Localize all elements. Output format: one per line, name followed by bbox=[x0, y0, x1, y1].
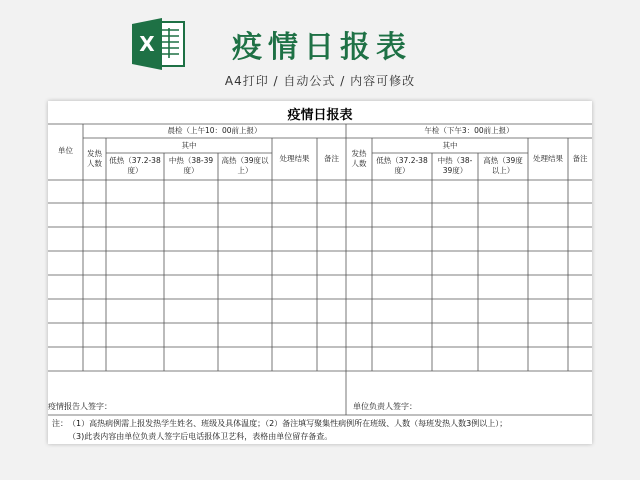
morning-among: 其中 bbox=[181, 141, 197, 150]
note-line-2: （3)此表内容由单位负责人签字后电话报体卫艺科，表格由单位留存备查。 bbox=[68, 432, 333, 441]
noon-header: 午检（下午3：00前上报） bbox=[424, 126, 514, 135]
noon-remark: 备注 bbox=[572, 154, 588, 163]
note-label: 注： bbox=[52, 419, 68, 428]
noon-fever-count: 发热人数 bbox=[351, 149, 367, 168]
noon-among: 其中 bbox=[442, 141, 458, 150]
noon-mid-fever: 中热（38-39度） bbox=[437, 156, 473, 175]
page-subtitle: A4打印 / 自动公式 / 内容可修改 bbox=[224, 74, 416, 88]
reporter-signature-label: 疫情报告人签字： bbox=[48, 402, 112, 411]
morning-result: 处理结果 bbox=[279, 154, 310, 163]
table-grid bbox=[48, 101, 592, 444]
morning-remark: 备注 bbox=[324, 154, 339, 163]
note-line-1: （1）高热病例需上报发热学生姓名、班级及具体温度；（2）备注填写聚集性病例所在班级、人数（每班发热人数3例以上）； bbox=[68, 419, 508, 428]
noon-result: 处理结果 bbox=[533, 154, 563, 163]
morning-mid-fever: 中热（38-39度） bbox=[168, 156, 214, 175]
spreadsheet-sheet bbox=[48, 101, 592, 444]
logo-letter: X bbox=[139, 32, 155, 56]
morning-fever-count: 发热人数 bbox=[87, 149, 102, 168]
noon-high-fever: 高热（39度以上） bbox=[483, 156, 523, 175]
sheet-title: 疫情日报表 bbox=[287, 108, 353, 123]
noon-low-fever: 低热（37.2-38度） bbox=[376, 156, 428, 175]
morning-high-fever: 高热（39度以上） bbox=[221, 156, 269, 175]
col-unit: 单位 bbox=[58, 146, 73, 155]
morning-low-fever: 低热（37.2-38度） bbox=[109, 156, 161, 175]
page-title: 疫情日报表 bbox=[232, 30, 412, 65]
excel-icon bbox=[132, 18, 186, 70]
manager-signature-label: 单位负责人签字： bbox=[353, 402, 417, 411]
morning-header: 晨检（上午10：00前上报） bbox=[167, 126, 262, 135]
